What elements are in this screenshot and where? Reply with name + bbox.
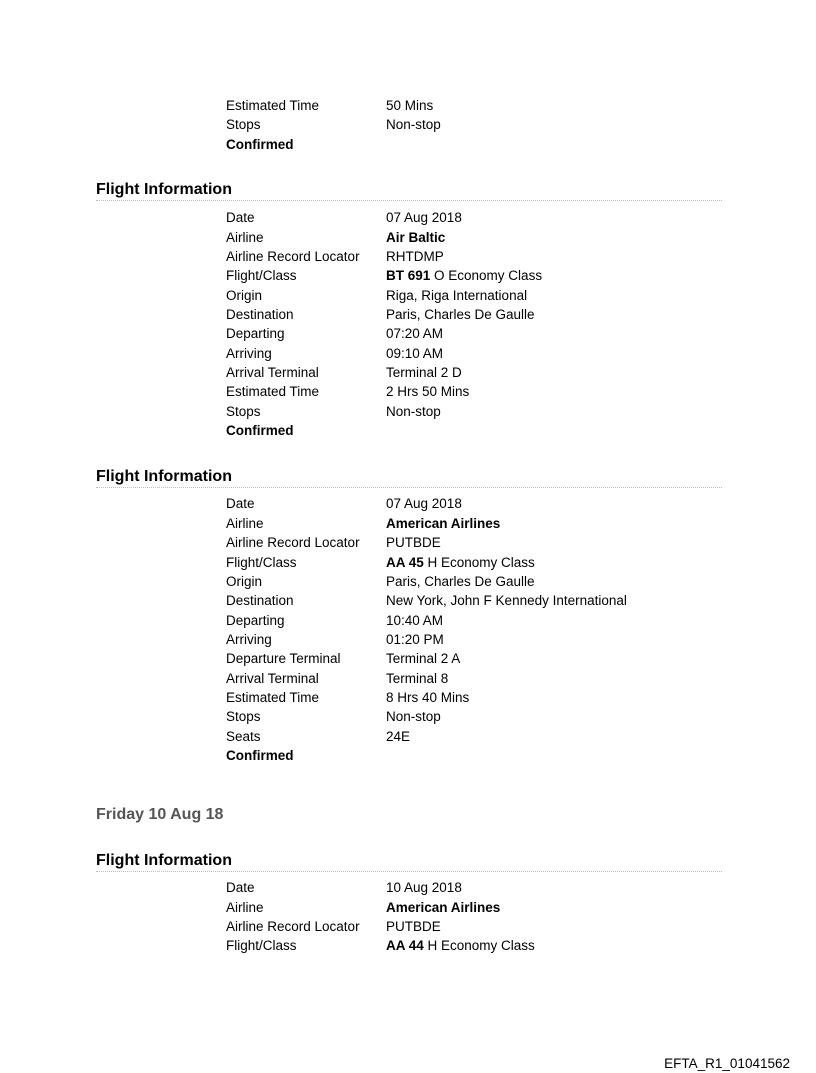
detail-label: Flight/Class (226, 938, 297, 953)
detail-label: Airline Record Locator (226, 249, 360, 264)
detail-label: Airline (226, 230, 264, 245)
airline-name: American Airlines (386, 900, 501, 915)
detail-label: Airline (226, 900, 264, 915)
detail-label: Estimated Time (226, 690, 320, 705)
class-text: H Economy Class (423, 555, 535, 570)
detail-value: 24E (386, 729, 411, 744)
detail-value: PUTBDE (386, 535, 441, 550)
detail-label: Destination (226, 593, 294, 608)
detail-label: Stops (226, 404, 261, 419)
detail-label: Flight/Class (226, 268, 297, 283)
section-divider (96, 487, 722, 488)
section-title: Flight Information (96, 852, 232, 869)
status-confirmed: Confirmed (226, 423, 294, 438)
detail-label: Seats (226, 729, 261, 744)
detail-value: Terminal 8 (386, 671, 449, 686)
detail-label: Flight/Class (226, 555, 297, 570)
class-text: H Economy Class (423, 938, 535, 953)
detail-label: Date (226, 496, 255, 511)
detail-value: Terminal 2 D (386, 365, 462, 380)
flight-number: BT 691 (386, 268, 431, 283)
detail-label: Stops (226, 117, 261, 132)
detail-label: Departing (226, 613, 285, 628)
detail-value: PUTBDE (386, 919, 441, 934)
detail-value: 07 Aug 2018 (386, 210, 462, 225)
detail-value: 8 Hrs 40 Mins (386, 690, 470, 705)
detail-value: Non-stop (386, 117, 441, 132)
detail-label: Departure Terminal (226, 651, 341, 666)
detail-label: Estimated Time (226, 98, 320, 113)
flight-number: AA 44 (386, 938, 424, 953)
flight-number: AA 45 (386, 555, 424, 570)
detail-label: Airline Record Locator (226, 535, 360, 550)
class-text: O Economy Class (430, 268, 543, 283)
detail-label: Stops (226, 709, 261, 724)
day-heading: Friday 10 Aug 18 (96, 806, 224, 823)
airline-name: American Airlines (386, 516, 501, 531)
detail-label: Date (226, 880, 255, 895)
detail-label: Date (226, 210, 255, 225)
status-confirmed: Confirmed (226, 137, 294, 152)
detail-label: Origin (226, 288, 263, 303)
detail-value: Riga, Riga International (386, 288, 528, 303)
section-title: Flight Information (96, 468, 232, 485)
detail-value: New York, John F Kennedy International (386, 593, 627, 608)
detail-label: Arrival Terminal (226, 365, 319, 380)
detail-label: Arriving (226, 346, 272, 361)
detail-value: Non-stop (386, 404, 441, 419)
flight-class-value (386, 936, 535, 955)
detail-label: Estimated Time (226, 384, 320, 399)
detail-value: 07:20 AM (386, 326, 444, 341)
detail-value: 01:20 PM (386, 632, 444, 647)
detail-label: Arrival Terminal (226, 671, 319, 686)
detail-label: Airline Record Locator (226, 919, 360, 934)
detail-label: Destination (226, 307, 294, 322)
detail-label: Origin (226, 574, 263, 589)
document-id: EFTA_R1_01041562 (664, 1056, 790, 1071)
airline-name: Air Baltic (386, 230, 446, 245)
detail-value: 07 Aug 2018 (386, 496, 462, 511)
section-title: Flight Information (96, 181, 232, 198)
detail-value: Paris, Charles De Gaulle (386, 574, 535, 589)
detail-value: Terminal 2 A (386, 651, 461, 666)
detail-label: Airline (226, 516, 264, 531)
flight-class-value (386, 266, 542, 285)
detail-value: 09:10 AM (386, 346, 444, 361)
detail-value: Paris, Charles De Gaulle (386, 307, 535, 322)
detail-value: 2 Hrs 50 Mins (386, 384, 470, 399)
detail-value: RHTDMP (386, 249, 444, 264)
detail-value: 10:40 AM (386, 613, 444, 628)
detail-value: 50 Mins (386, 98, 434, 113)
detail-value: 10 Aug 2018 (386, 880, 462, 895)
detail-value: Non-stop (386, 709, 441, 724)
flight-class-value (386, 553, 535, 572)
section-divider (96, 871, 722, 872)
section-divider (96, 200, 722, 201)
detail-label: Arriving (226, 632, 272, 647)
status-confirmed: Confirmed (226, 748, 294, 763)
detail-label: Departing (226, 326, 285, 341)
